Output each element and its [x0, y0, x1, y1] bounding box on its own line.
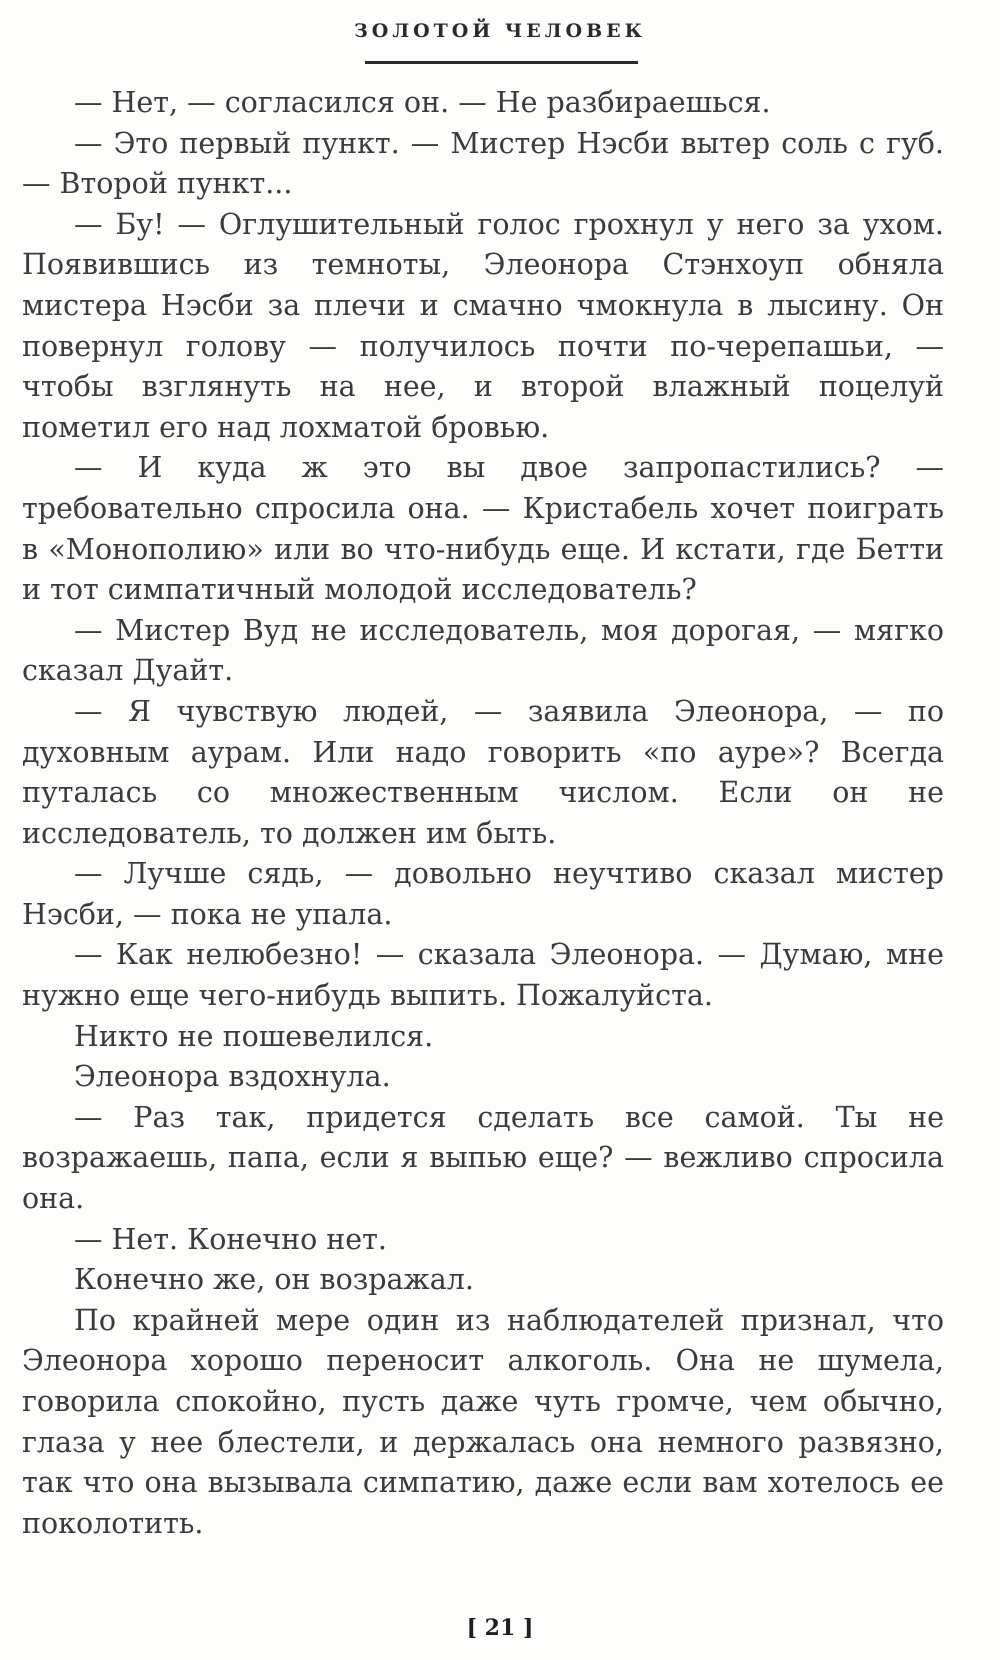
paragraph: По крайней мере один из наблюдателей признал, что Элеонора хорошо переносит алкоголь. Она не шумела, говорила спокойно, пусть даже чуть громче, чем обычно, глаза у нее блестели, и держалась она немного развязно, так что она вызывала симпатию, даже если вам хотелось ее поколотить.	[22, 1303, 944, 1540]
paragraph: — И куда ж это вы двое запропастились? — требовательно спросила она. — Кристабель хочет поиграть в «Монополию» или во что-нибудь еще. И кстати, где Бетти и тот симпатичный молодой исследователь?	[22, 451, 944, 607]
paragraph: — Нет. Конечно нет.	[74, 1222, 387, 1256]
paragraph: Конечно же, он возражал.	[74, 1263, 474, 1297]
paragraph: — Я чувствую людей, — заявила Элеонора, — по духовным аурам. Или надо говорить «по ауре»? Всегда путалась со множественным числом. Если он не исследователь, то должен им быть.	[22, 694, 944, 850]
paragraph: Элеонора вздохнула.	[74, 1060, 391, 1094]
paragraph: — Как нелюбезно! — сказала Элеонора. — Думаю, мне нужно еще чего-нибудь выпить. Пожалуйста.	[22, 938, 944, 1013]
paragraph: — Нет, — согласился он. — Не разбираешься.	[74, 86, 771, 119]
paragraph: — Мистер Вуд не исследователь, моя дорогая, — мягко сказал Дуайт.	[22, 613, 944, 688]
paragraph: — Лучше сядь, — довольно неучтиво сказал мистер Нэсби, — пока не упала.	[22, 857, 944, 931]
paragraph: — Бу! — Оглушительный голос грохнул у него за ухом. Появившись из темноты, Элеонора Стэнхоуп обняла мистера Нэсби за плечи и смачно чмокнула в лысину. Он повернул голову — получилось почти по-черепашьи, — чтобы взглянуть на нее, и второй влажный поцелуй пометил его над лохматой бровью.	[22, 207, 944, 444]
paragraph: — Это первый пункт. — Мистер Нэсби вытер соль с губ. — Второй пункт...	[22, 126, 944, 201]
paragraph: — Раз так, придется сделать все самой. Ты не возражаешь, папа, если я выпью еще? — вежливо спросила она.	[22, 1100, 944, 1216]
body-text	[22, 83, 944, 1544]
page-number: [ 21 ]	[466, 1615, 534, 1641]
paragraph: Никто не пошевелился.	[74, 1019, 434, 1053]
header-rule	[365, 61, 638, 64]
running-head: ЗОЛОТОЙ ЧЕЛОВЕК	[354, 20, 646, 42]
